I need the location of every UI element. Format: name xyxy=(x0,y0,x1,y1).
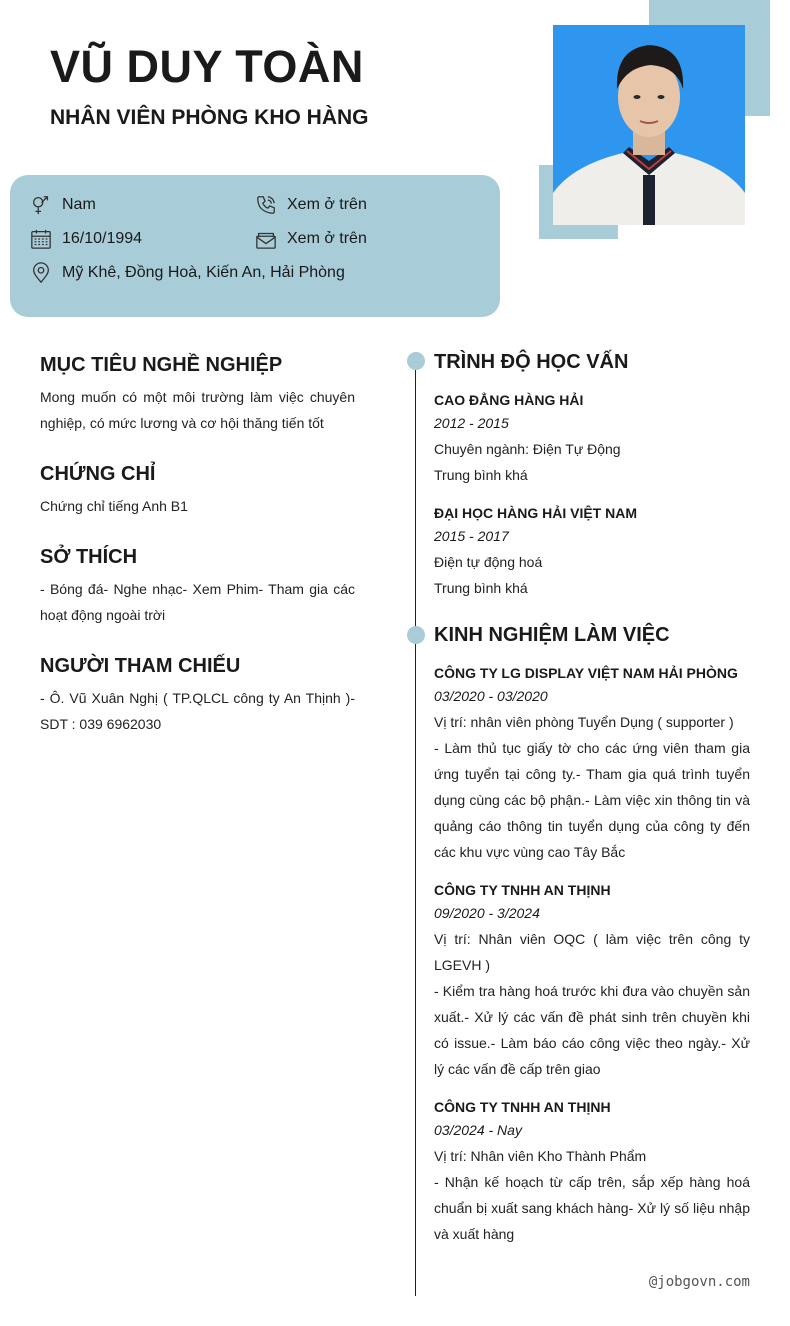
experience-position: Vị trí: Nhân viên Kho Thành Phẩm xyxy=(434,1148,647,1164)
email-icon xyxy=(255,228,277,250)
phone-row xyxy=(255,194,367,216)
gender-icon xyxy=(30,194,52,216)
birthday-value: 16/10/1994 xyxy=(62,230,143,247)
email-row xyxy=(255,228,367,250)
education-major: Chuyên ngành: Điện Tự Động xyxy=(434,441,621,457)
job-title: NHÂN VIÊN PHÒNG KHO HÀNG xyxy=(50,106,369,129)
hobbies-text: - Bóng đá- Nghe nhạc- Xem Phim- Tham gia các hoạt động ngoài trời xyxy=(40,581,355,623)
experience-item xyxy=(434,663,750,865)
education-title: TRÌNH ĐỘ HỌC VẤN xyxy=(434,351,629,373)
education-grade: Trung bình khá xyxy=(434,467,528,483)
education-major: Điện tự động hoá xyxy=(434,554,543,570)
email-value: Xem ở trên xyxy=(287,230,367,247)
phone-icon xyxy=(255,194,277,216)
location-pin-icon xyxy=(30,262,52,284)
education-grade: Trung bình khá xyxy=(434,580,528,596)
phone-value: Xem ở trên xyxy=(287,196,367,213)
education-time: 2015 - 2017 xyxy=(434,528,509,544)
calendar-icon xyxy=(30,228,52,250)
experience-item xyxy=(434,1097,750,1247)
experience-position: Vị trí: Nhân viên OQC ( làm việc trên công ty LGEVH ) xyxy=(434,931,750,973)
objective-title: MỤC TIÊU NGHỀ NGHIỆP xyxy=(40,354,283,376)
address-row xyxy=(30,262,345,284)
education-time: 2012 - 2015 xyxy=(434,415,509,431)
references-title: NGƯỜI THAM CHIẾU xyxy=(40,655,241,677)
experience-company: CÔNG TY TNHH AN THỊNH xyxy=(434,882,611,898)
experience-time: 03/2020 - 03/2020 xyxy=(434,688,548,704)
education-school: ĐẠI HỌC HÀNG HẢI VIỆT NAM xyxy=(434,505,637,521)
experience-description: - Nhận kế hoạch từ cấp trên, sắp xếp hàng hoá chuẩn bị xuất sang khách hàng- Xử lý số liệu nhập và xuất hàng xyxy=(434,1174,750,1242)
timeline-dot-education xyxy=(407,352,425,370)
experience-company: CÔNG TY LG DISPLAY VIỆT NAM HẢI PHÒNG xyxy=(434,665,738,681)
experience-item xyxy=(434,880,750,1082)
gender-row xyxy=(30,194,96,216)
candidate-name: VŨ DUY TOÀN xyxy=(50,41,364,92)
footer-watermark: @jobgovn.com xyxy=(648,1274,750,1290)
experience-position: Vị trí: nhân viên phòng Tuyển Dụng ( supporter ) xyxy=(434,714,734,730)
education-school: CAO ĐẲNG HÀNG HẢI xyxy=(434,392,584,408)
references-text: - Ô. Vũ Xuân Nghị ( TP.QLCL công ty An Thịnh )- SDT : 039 6962030 xyxy=(40,690,355,732)
hobbies-title: SỞ THÍCH xyxy=(40,546,138,568)
experience-time: 03/2024 - Nay xyxy=(434,1122,522,1138)
profile-photo xyxy=(553,25,745,225)
experience-title: KINH NGHIỆM LÀM VIỆC xyxy=(434,624,670,646)
gender-value: Nam xyxy=(62,196,96,213)
timeline-dot-experience xyxy=(407,626,425,644)
objective-text: Mong muốn có một môi trường làm việc chuyên nghiệp, có mức lương và cơ hội thăng tiến tốt xyxy=(40,389,355,431)
certificates-title: CHỨNG CHỈ xyxy=(40,463,156,485)
education-item xyxy=(434,390,750,488)
experience-company: CÔNG TY TNHH AN THỊNH xyxy=(434,1099,611,1115)
contact-info-panel xyxy=(10,175,500,317)
certificates-text: Chứng chỉ tiếng Anh B1 xyxy=(40,498,188,514)
experience-description: - Làm thủ tục giấy tờ cho các ứng viên tham gia ứng tuyển tại công ty.- Tham gia quá trình tuyển dụng cùng các bộ phận.- Làm việc xin thông tin và quảng cáo thông tin tuyển dụng của công ty đến các khu vực vùng cao Tây Bắc xyxy=(434,740,750,860)
profile-photo-illustration xyxy=(553,25,745,225)
address-value: Mỹ Khê, Đồng Hoà, Kiến An, Hải Phòng xyxy=(62,264,345,281)
birthday-row xyxy=(30,228,142,250)
experience-description: - Kiểm tra hàng hoá trước khi đưa vào chuyền sản xuất.- Xử lý các vấn đề phát sinh trên chuyền khi có issue.- Làm báo cáo công việc theo ngày.- Xử lý các vấn đề cấp trên giao xyxy=(434,983,750,1077)
education-item xyxy=(434,503,750,601)
timeline-line xyxy=(415,361,416,1296)
experience-time: 09/2020 - 3/2024 xyxy=(434,905,540,921)
